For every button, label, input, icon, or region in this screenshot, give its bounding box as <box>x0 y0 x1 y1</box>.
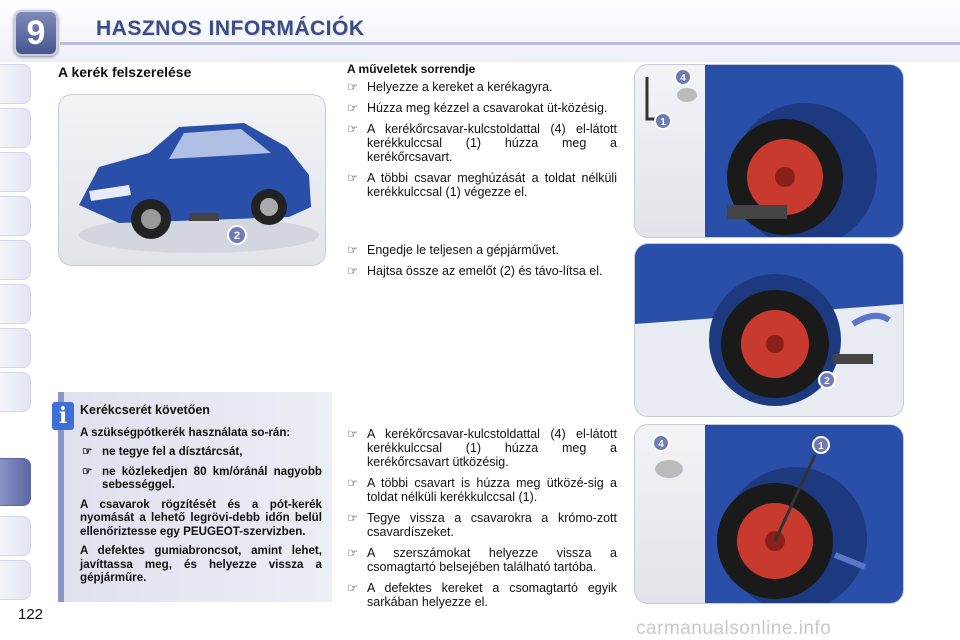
steps-list-a <box>347 80 617 206</box>
wheel-tightening-image <box>635 65 903 237</box>
hand-icon: ☞ <box>347 80 359 94</box>
car-illustration <box>58 94 326 266</box>
hand-icon: ☞ <box>347 581 359 595</box>
hand-icon: ☞ <box>347 427 359 441</box>
chapter-title: HASZNOS INFORMÁCIÓK <box>96 17 365 40</box>
callout-number: 2 <box>824 376 830 387</box>
steps-title: A műveletek sorrendje <box>347 62 476 76</box>
chapter-number-badge: 9 <box>14 10 58 56</box>
hand-icon: ☞ <box>347 546 359 560</box>
jack-lowering-image <box>635 244 903 416</box>
callout-number: 1 <box>660 117 666 128</box>
hand-icon: ☞ <box>82 464 93 478</box>
hand-icon: ☞ <box>347 101 359 115</box>
callout-number: 4 <box>680 73 686 84</box>
chapter-tab[interactable] <box>0 240 31 280</box>
info-title: Kerékcserét követően <box>80 403 210 417</box>
info-paragraph: A csavarok rögzítését és a pót-kerék nyomását a lehető legrövi-debb időn belül ellenőriztesse egy PEUGEOT-szervizben. <box>80 497 322 538</box>
callout-number: 4 <box>658 439 664 450</box>
wheel-illustration-3 <box>634 424 904 604</box>
callout-number: 1 <box>818 441 824 452</box>
step-item: ☞ Húzza meg kézzel a csavarokat üt-közésig. <box>347 101 608 115</box>
chapter-tab[interactable] <box>0 560 31 600</box>
chapter-tab[interactable] <box>0 328 31 368</box>
watermark: carmanualsonline.info <box>636 618 832 639</box>
info-bullet: ☞ ne tegye fel a dísztárcsát, <box>82 445 243 458</box>
car-on-jack-image <box>59 95 325 265</box>
info-icon: i <box>52 402 74 430</box>
chapter-tab[interactable] <box>0 108 31 148</box>
hand-icon: ☞ <box>347 122 359 136</box>
step-item: ☞ Helyezze a kereket a kerékagyra. <box>347 80 553 94</box>
section-title: A kerék felszerelése <box>58 64 192 80</box>
step-item: ☞ A szerszámokat helyezze vissza a csomagtartó belsejében található tartóba. <box>347 546 617 574</box>
steps-list-c <box>347 427 617 616</box>
header-rule <box>60 42 960 45</box>
step-item: ☞ A többi csavar meghúzását a toldat nélküli kerékkulccsal (1) végezze el. <box>347 171 617 199</box>
info-content <box>80 404 322 591</box>
chapter-tab-active[interactable] <box>0 458 31 506</box>
step-item: ☞ A kerékőrcsavar-kulcstoldattal (4) el-látott kerékkulccsal (1) húzza meg a kerékőrcsavart. <box>347 122 617 164</box>
page-number: 122 <box>18 606 44 623</box>
step-item: ☞ A többi csavart is húzza meg ütközé-sig a toldat nélküli kerékkulccsal (1). <box>347 476 617 504</box>
steps-list-b <box>347 243 617 285</box>
chapter-tab[interactable] <box>0 284 31 324</box>
chapter-tab[interactable] <box>0 516 31 556</box>
info-intro: A szükségpótkerék használata so-rán: <box>80 425 291 439</box>
info-paragraph: A defektes gumiabroncsot, amint lehet, javíttassa meg, és helyezze vissza a gépjárműre. <box>80 544 322 584</box>
step-item: ☞ Engedje le teljesen a gépjárművet. <box>347 243 559 257</box>
hand-icon: ☞ <box>347 171 359 185</box>
hand-icon: ☞ <box>347 476 359 490</box>
wheel-illustration-1 <box>634 64 904 238</box>
step-item: ☞ A defektes kereket a csomagtartó egyik sarkában helyezze el. <box>347 581 617 609</box>
hand-icon: ☞ <box>82 445 93 458</box>
info-bullet: ☞ ne közlekedjen 80 km/óránál nagyobb sebességgel. <box>82 464 322 491</box>
step-item: ☞ Tegye vissza a csavarokra a krómo-zott csavardíszeket. <box>347 511 617 539</box>
chapter-tab[interactable] <box>0 196 31 236</box>
step-item: ☞ A kerékőrcsavar-kulcstoldattal (4) el-látott kerékkulccsal (1) húzza meg a kerékőrcsavart ütközésig. <box>347 427 617 469</box>
wheel-illustration-2 <box>634 243 904 417</box>
chapter-tab[interactable] <box>0 152 31 192</box>
chapter-tabs <box>0 64 32 594</box>
hand-icon: ☞ <box>347 243 359 257</box>
chapter-tab[interactable] <box>0 64 31 104</box>
hand-icon: ☞ <box>347 511 359 525</box>
wheel-final-tightening-image <box>635 425 903 603</box>
chapter-tab[interactable] <box>0 372 31 412</box>
hand-icon: ☞ <box>347 264 359 278</box>
step-item: ☞ Hajtsa össze az emelőt (2) és távo-lítsa el. <box>347 264 603 278</box>
callout-number: 2 <box>233 230 241 242</box>
